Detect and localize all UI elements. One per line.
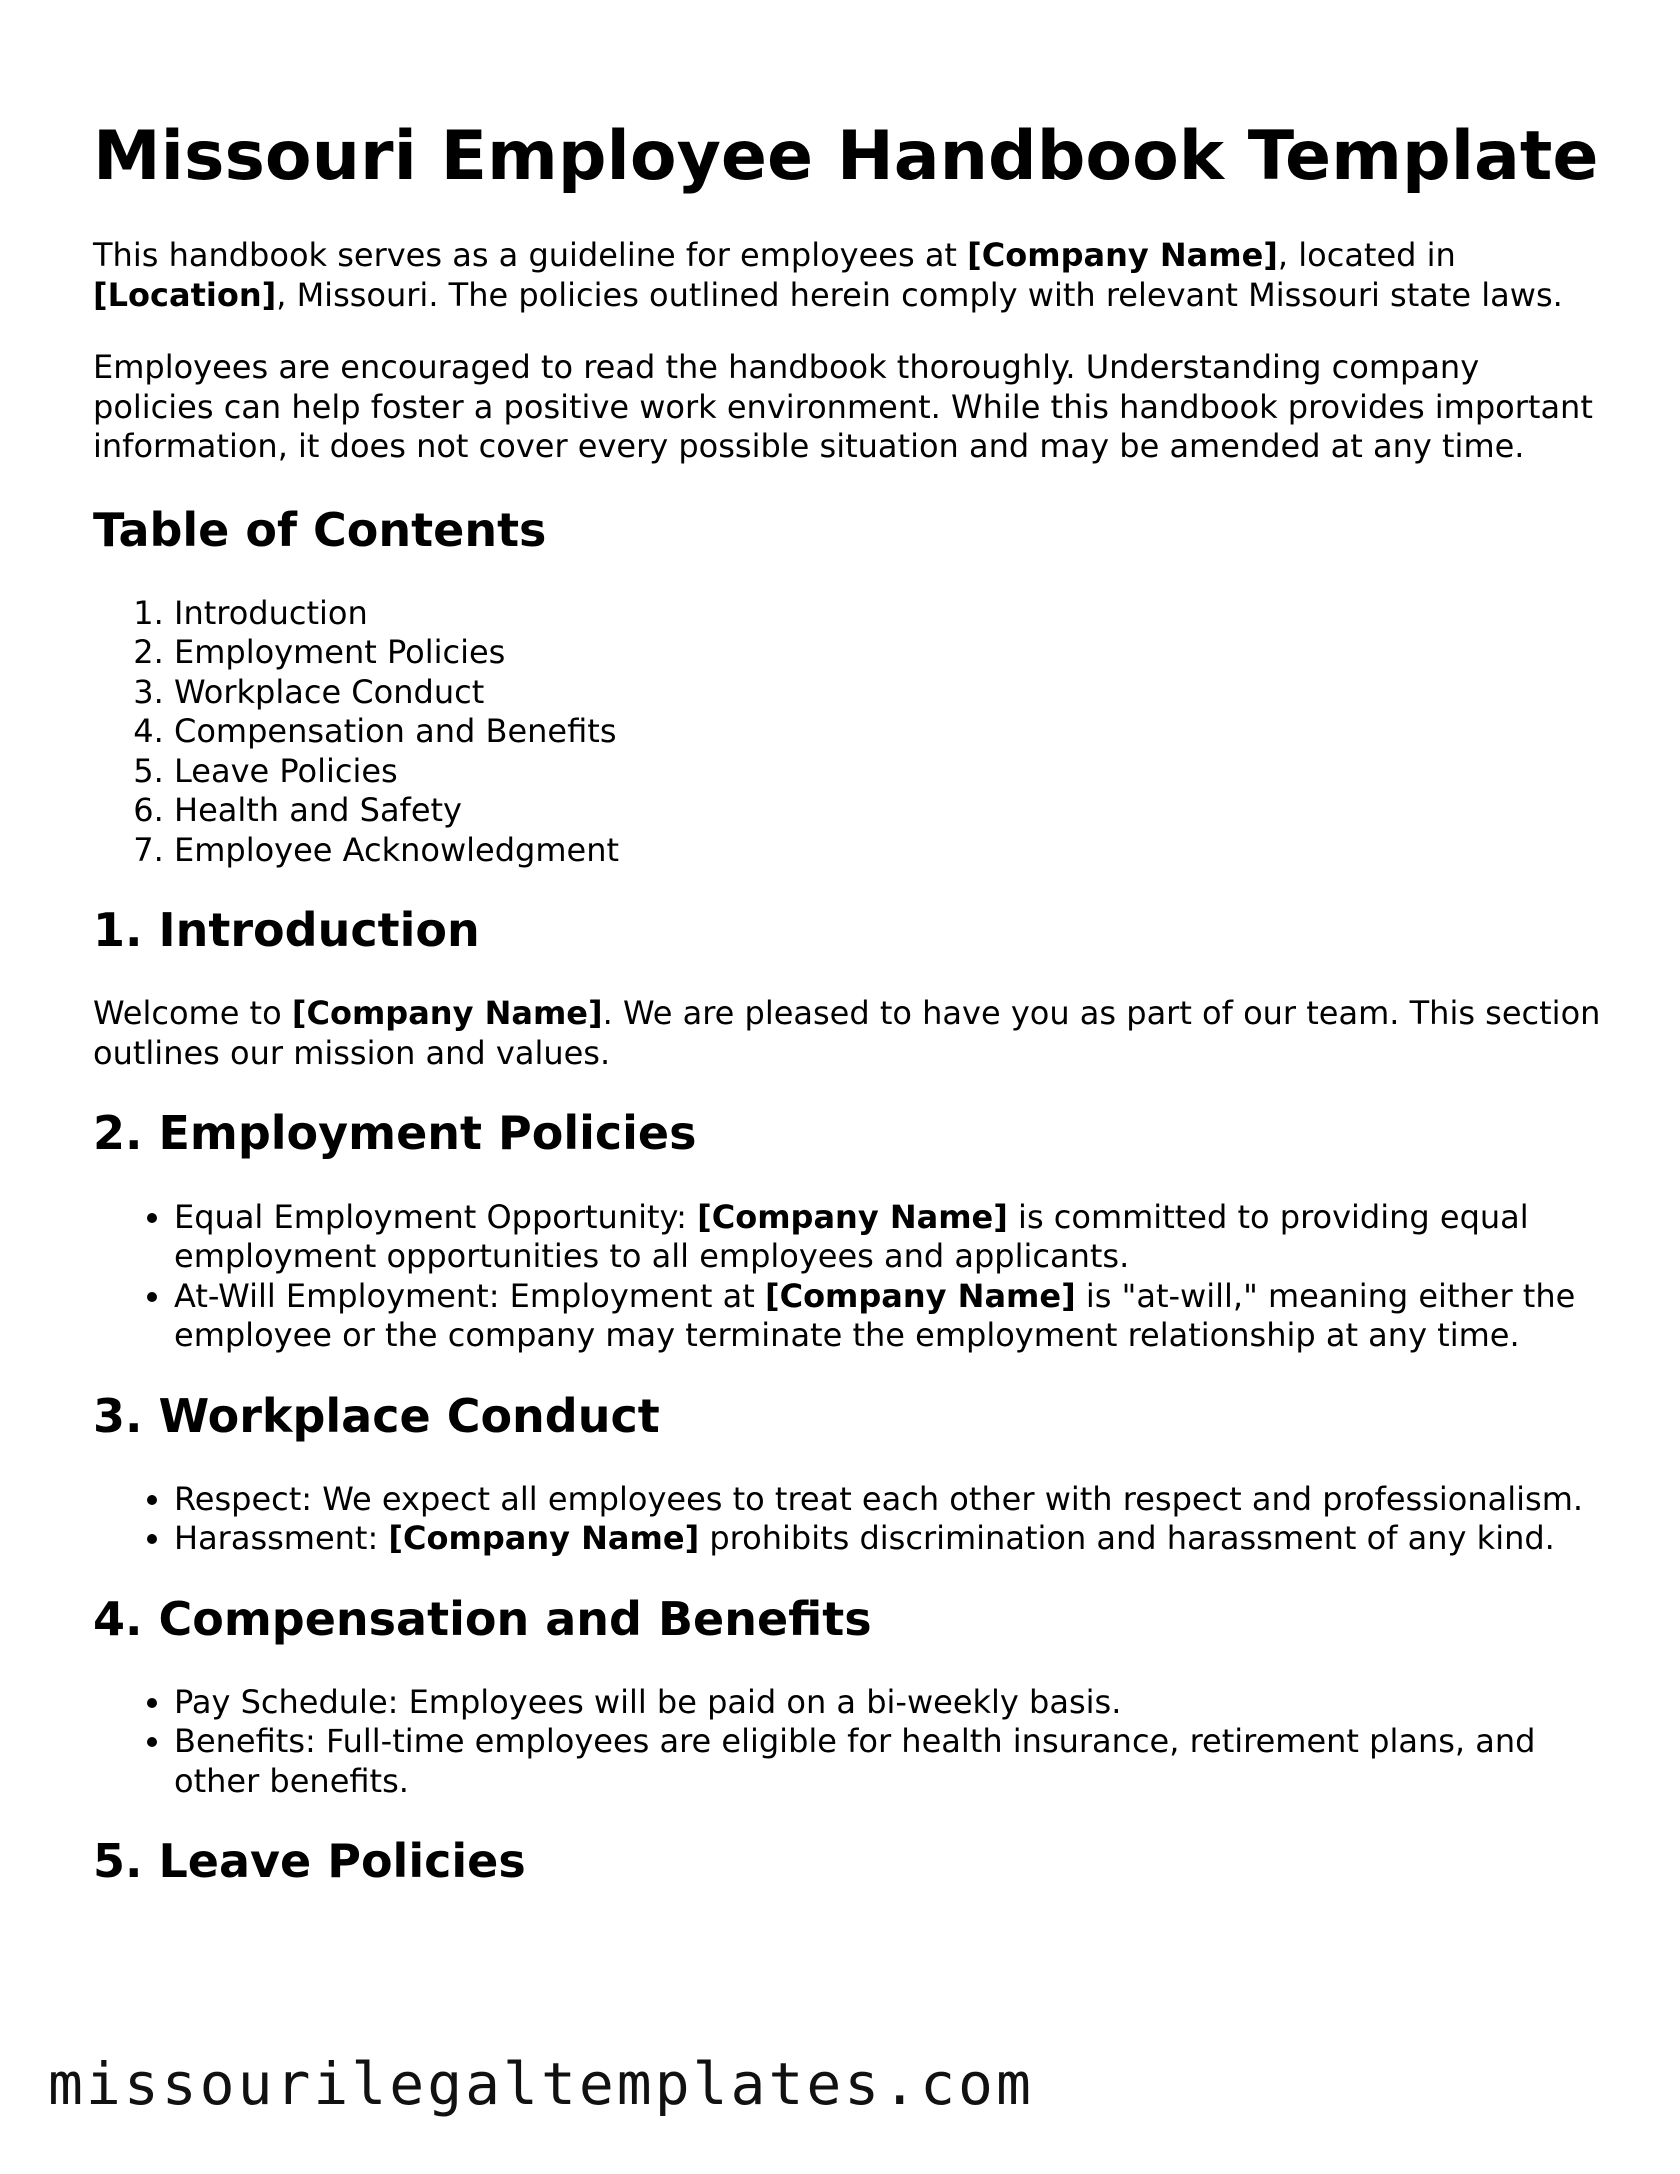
body-text: prohibits discrimination and harassment of any kind. (699, 1519, 1555, 1558)
intro-text: , located in (1277, 236, 1456, 274)
list-item (174, 1277, 1603, 1356)
toc-heading: Table of Contents (93, 502, 547, 557)
company-placeholder: [Company Name] (764, 1276, 1076, 1315)
document-body (93, 236, 1603, 1890)
toc-item[interactable]: 1. Introduction (174, 594, 1603, 634)
intro-paragraph-2: Employees are encouraged to read the handbook thoroughly. Understanding company policies can help foster a positive work environment. While this handbook provides important information, it does not cover every possible situation and may be amended at any time. (93, 348, 1593, 465)
compensation-benefits-list (93, 1683, 1603, 1802)
body-text: Equal Employment Opportunity: (174, 1197, 698, 1236)
introduction-paragraph (93, 994, 1603, 1073)
page-title: Missouri Employee Handbook Template (93, 117, 1599, 196)
body-text: is committed to providing equal employment opportunities to all employees and applicants. (174, 1197, 1529, 1276)
body-text: Harassment: (174, 1519, 389, 1558)
list-item: • Respect: We expect all employees to treat each other with respect and professionalism. (174, 1480, 1603, 1520)
employment-policies-list (93, 1198, 1603, 1356)
intro-text: This handbook serves as a guideline for employees at (93, 236, 968, 274)
toc-item[interactable]: 6. Health and Safety (174, 791, 1603, 831)
section-heading-introduction: 1. Introduction (93, 903, 480, 958)
list-item (174, 1198, 1603, 1277)
toc-list (93, 594, 1603, 871)
toc-item[interactable]: 3. Workplace Conduct (174, 673, 1603, 713)
company-placeholder: [Company Name] (967, 236, 1278, 274)
intro-text: , Missouri. The policies outlined herein comply with relevant Missouri state laws. (276, 275, 1563, 314)
list-item: • Benefits: Full-time employees are eligible for health insurance, retirement plans, and other benefits. (174, 1722, 1603, 1801)
company-placeholder: [Company Name] (697, 1197, 1008, 1236)
company-placeholder: [Company Name] (388, 1519, 700, 1558)
section-heading-leave-policies: 5. Leave Policies (93, 1834, 526, 1889)
intro-paragraph-1 (93, 236, 1603, 315)
toc-item[interactable]: 4. Compensation and Benefits (174, 712, 1603, 752)
section-heading-compensation-benefits: 4. Compensation and Benefits (93, 1591, 872, 1646)
section-heading-employment-policies: 2. Employment Policies (93, 1106, 697, 1161)
body-text: Welcome to (93, 994, 292, 1033)
body-text: . We are pleased to have you as part of our team. This section outlines our mission and values. (93, 994, 1601, 1072)
section-heading-workplace-conduct: 3. Workplace Conduct (93, 1388, 660, 1443)
workplace-conduct-list (93, 1480, 1603, 1559)
company-placeholder: [Company Name] (291, 994, 603, 1033)
body-text: is "at-will," meaning either the employee or the company may terminate the employment relationship at any time. (174, 1276, 1576, 1355)
toc-item[interactable]: 5. Leave Policies (174, 752, 1603, 792)
watermark: missourilegaltemplates.com (48, 2050, 1034, 2118)
list-item: • Pay Schedule: Employees will be paid on a bi-weekly basis. (174, 1683, 1603, 1723)
location-placeholder: [Location] (93, 275, 277, 314)
toc-item[interactable]: 7. Employee Acknowledgment (174, 831, 1603, 871)
list-item (174, 1519, 1603, 1559)
body-text: At-Will Employment: Employment at (174, 1276, 765, 1315)
toc-item[interactable]: 2. Employment Policies (174, 633, 1603, 673)
